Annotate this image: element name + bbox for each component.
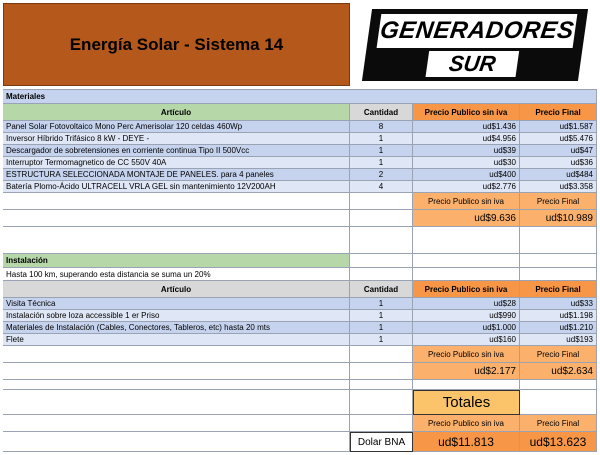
table-row: Materiales de Instalación (Cables, Conectores, Tableros, etc) hasta 20 mts 1 ud$1.000 ud$1.210 (3, 322, 597, 334)
totales-title: Totales (413, 390, 520, 415)
materiales-section-label: Materiales (3, 89, 597, 104)
totales-title-row (3, 390, 597, 415)
table-row: Interruptor Termomagnetico de CC 550V 40A 1 ud$30 ud$36 (3, 157, 597, 169)
spacer-row (3, 227, 597, 254)
materiales-subtotal-values (3, 210, 597, 227)
table-row: Visita Técnica 1 ud$28 ud$33 (3, 298, 597, 310)
table-row: Flete 1 ud$160 ud$193 (3, 334, 597, 346)
table-row: Panel Solar Fotovoltaico Mono Perc Amerisolar 120 celdas 460Wp 8 ud$1.436 ud$1.587 (3, 121, 597, 133)
spacer-row (3, 380, 597, 390)
title-banner (3, 3, 350, 86)
col-cantidad: Cantidad (350, 104, 413, 121)
instalacion-note: Hasta 100 km, superando esta distancia se suma un 20% (3, 268, 350, 281)
logo-top-text: GENERADORES (377, 16, 576, 43)
total-sin-iva: ud$11.813 (413, 432, 520, 452)
instalacion-subtotal-labels: Precio Publico sin iva Precio Final (3, 346, 597, 363)
table-row: Instalación sobre loza accessible 1 er Priso 1 ud$990 ud$1.198 (3, 310, 597, 322)
instalacion-subtotal-sin-iva: ud$2.177 (413, 363, 520, 380)
col-precio-sin-iva: Precio Publico sin iva (413, 104, 520, 121)
col-precio-final: Precio Final (520, 104, 597, 121)
table-row: Inversor Híbrido Trifásico 8 kW - DEYE - 1 ud$4.956 ud$5.476 (3, 133, 597, 145)
logo (352, 3, 597, 86)
instalacion-subtotal-final: ud$2.634 (520, 363, 597, 380)
table-row: ESTRUCTURA SELECCIONADA MONTAJE DE PANELES. para 4 paneles 2 ud$400 ud$484 (3, 169, 597, 181)
dolar-label: Dolar BNA (350, 432, 413, 452)
instalacion-header-row: Artículo Cantidad Precio Publico sin iva Precio Final (3, 281, 597, 298)
materiales-subtotal-labels: Precio Publico sin iva Precio Final (3, 193, 597, 210)
total-final: ud$13.623 (520, 432, 597, 452)
instalacion-note-row (3, 268, 597, 281)
table-row: Batería Plomo-Ácido ULTRACELL VRLA GEL sin mantenimiento 12V200AH 4 ud$2.776 ud$3.358 (3, 181, 597, 193)
page-title: Energía Solar - Sistema 14 (69, 34, 284, 54)
logo-bottom-text: SUR (446, 50, 497, 75)
totales-labels-row: Precio Publico sin iva Precio Final (3, 415, 597, 432)
materiales-subtotal-final: ud$10.989 (520, 210, 597, 227)
instalacion-section-label: Instalación (3, 254, 597, 268)
instalacion-subtotal-values (3, 363, 597, 380)
col-articulo: Artículo (3, 104, 350, 121)
table-row: Descargador de sobretensiones en corriente continua Tipo II 500Vcc 1 ud$39 ud$47 (3, 145, 597, 157)
totales-values-row (3, 432, 597, 452)
materiales-header-row (3, 104, 597, 121)
materiales-subtotal-sin-iva: ud$9.636 (413, 210, 520, 227)
